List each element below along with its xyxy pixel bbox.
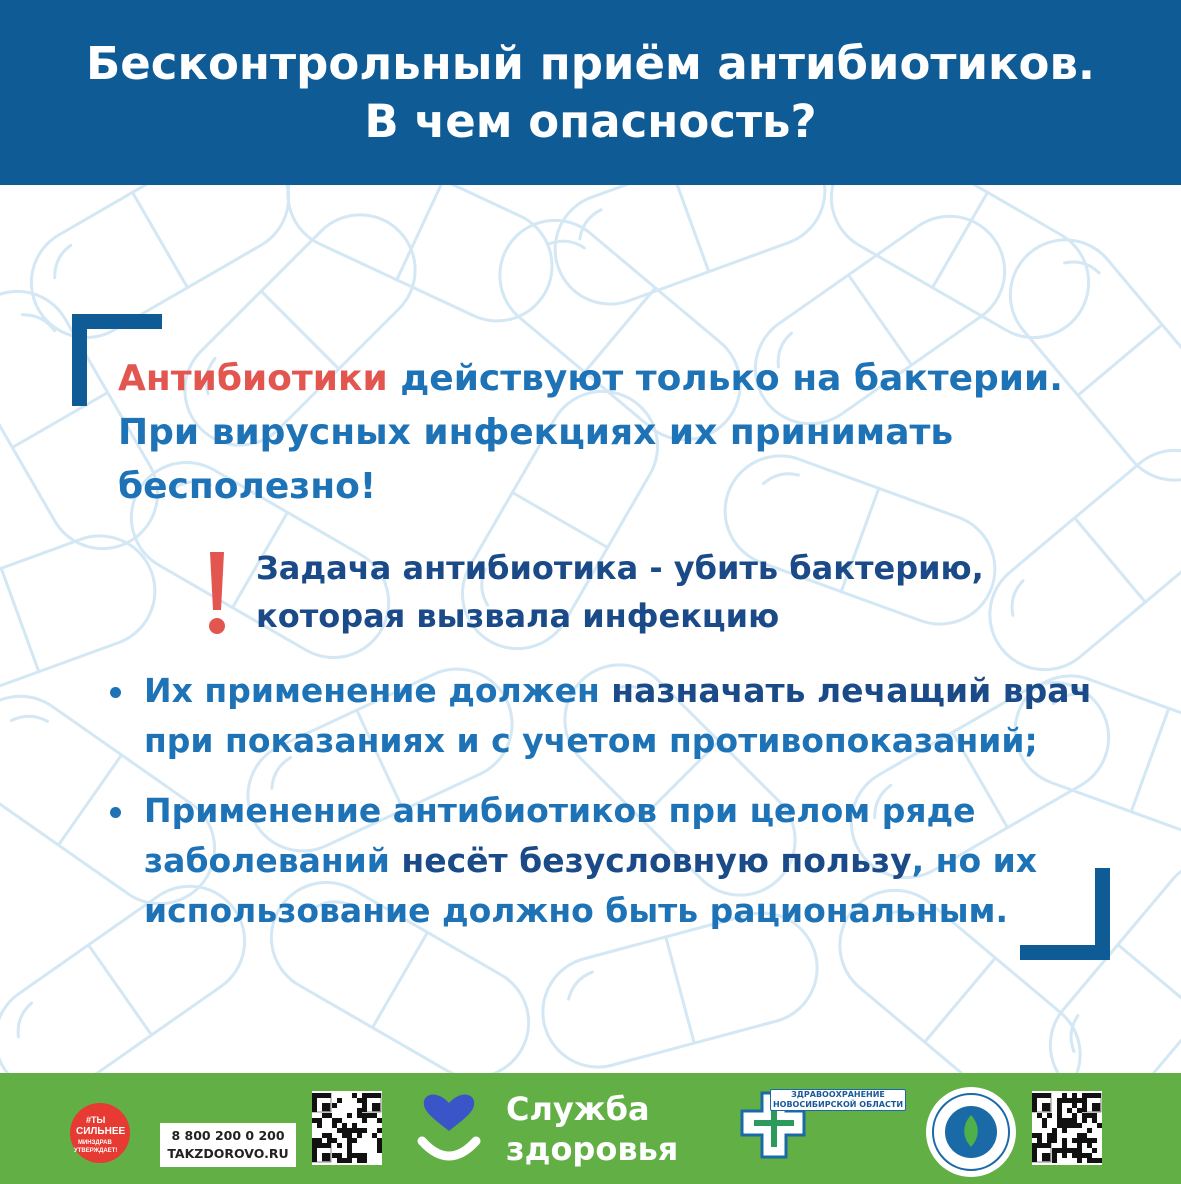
warning-callout xyxy=(200,540,1100,640)
health-tag-line-1: ЗДРАВООХРАНЕНИЕ xyxy=(791,1090,885,1099)
bullet-dot xyxy=(110,687,121,698)
warning-line-1: Задача антибиотика - убить бактерию, xyxy=(256,549,984,587)
badge-text-3: МИНЗДРАВ xyxy=(78,1140,112,1146)
badge-text-4: УТВЕРЖДАЕТ! xyxy=(74,1148,118,1154)
bullet-list xyxy=(108,666,1108,956)
qr-code-icon[interactable] xyxy=(312,1091,382,1165)
ty-silnee-badge-logo xyxy=(64,1103,160,1163)
warning-line-2: которая вызвала инфекцию xyxy=(256,597,780,635)
badge-text-2: СИЛЬНЕЕ xyxy=(76,1126,126,1137)
takzdorovo-link[interactable]: TAKZDOROVO.RU xyxy=(167,1146,289,1161)
heart-smile-icon xyxy=(414,1091,484,1169)
bullet-2-line-1: Применение антибиотиков при целом ряде xyxy=(144,791,976,830)
intro-highlight: Антибиотики xyxy=(118,358,388,399)
bullet-1-line-2: при показаниях и с учетом противопоказаний; xyxy=(144,721,1038,760)
bullet-2-text-end: , но их xyxy=(911,841,1038,880)
title-line-1: Бесконтрольный приём антибиотиков. xyxy=(85,36,1096,90)
bullet-1-emphasis: назначать лечащий врач xyxy=(611,671,1093,710)
intro-line-1-rest: действуют только на бактерии. xyxy=(387,358,1063,399)
bullet-2-text: заболеваний xyxy=(144,841,402,880)
bullet-1-line-1 xyxy=(144,666,1108,716)
footer-bar xyxy=(0,1073,1181,1184)
hotline-phone[interactable]: 8 800 200 0 200 xyxy=(171,1128,285,1143)
bullet-dot xyxy=(110,807,121,818)
regional-center-emblem-icon xyxy=(924,1085,1018,1179)
bullet-1-text: Их применение должен xyxy=(144,671,612,710)
page-title xyxy=(0,0,1181,185)
contact-box xyxy=(160,1123,296,1167)
intro-line-1 xyxy=(118,352,1118,406)
intro-paragraph xyxy=(118,352,1118,514)
exclamation-icon xyxy=(200,550,234,640)
service-line-1: Служба xyxy=(506,1090,650,1128)
bullet-2-emphasis: несёт безусловную пользу xyxy=(401,841,912,880)
bullet-2-line-2 xyxy=(144,836,1108,886)
health-ministry-label xyxy=(770,1089,906,1111)
bracket-bar xyxy=(72,314,87,406)
service-line-2: здоровья xyxy=(506,1130,679,1168)
intro-line-2: При вирусных инфекциях их принимать xyxy=(118,412,954,453)
intro-line-3: бесполезно! xyxy=(118,466,377,507)
badge-text-1: #ТЫ xyxy=(86,1115,106,1125)
list-item xyxy=(108,666,1108,766)
list-item xyxy=(108,786,1108,936)
title-line-2: В чем опасность? xyxy=(364,94,817,148)
warning-text xyxy=(256,544,984,640)
bullet-2-line-3: использование должно быть рациональным. xyxy=(144,891,1009,930)
health-tag-line-2: НОВОСИБИРСКОЙ ОБЛАСТИ xyxy=(772,1100,904,1109)
sluzhba-zdorovya-logo-text xyxy=(506,1089,678,1169)
qr-code-icon[interactable] xyxy=(1032,1091,1102,1165)
